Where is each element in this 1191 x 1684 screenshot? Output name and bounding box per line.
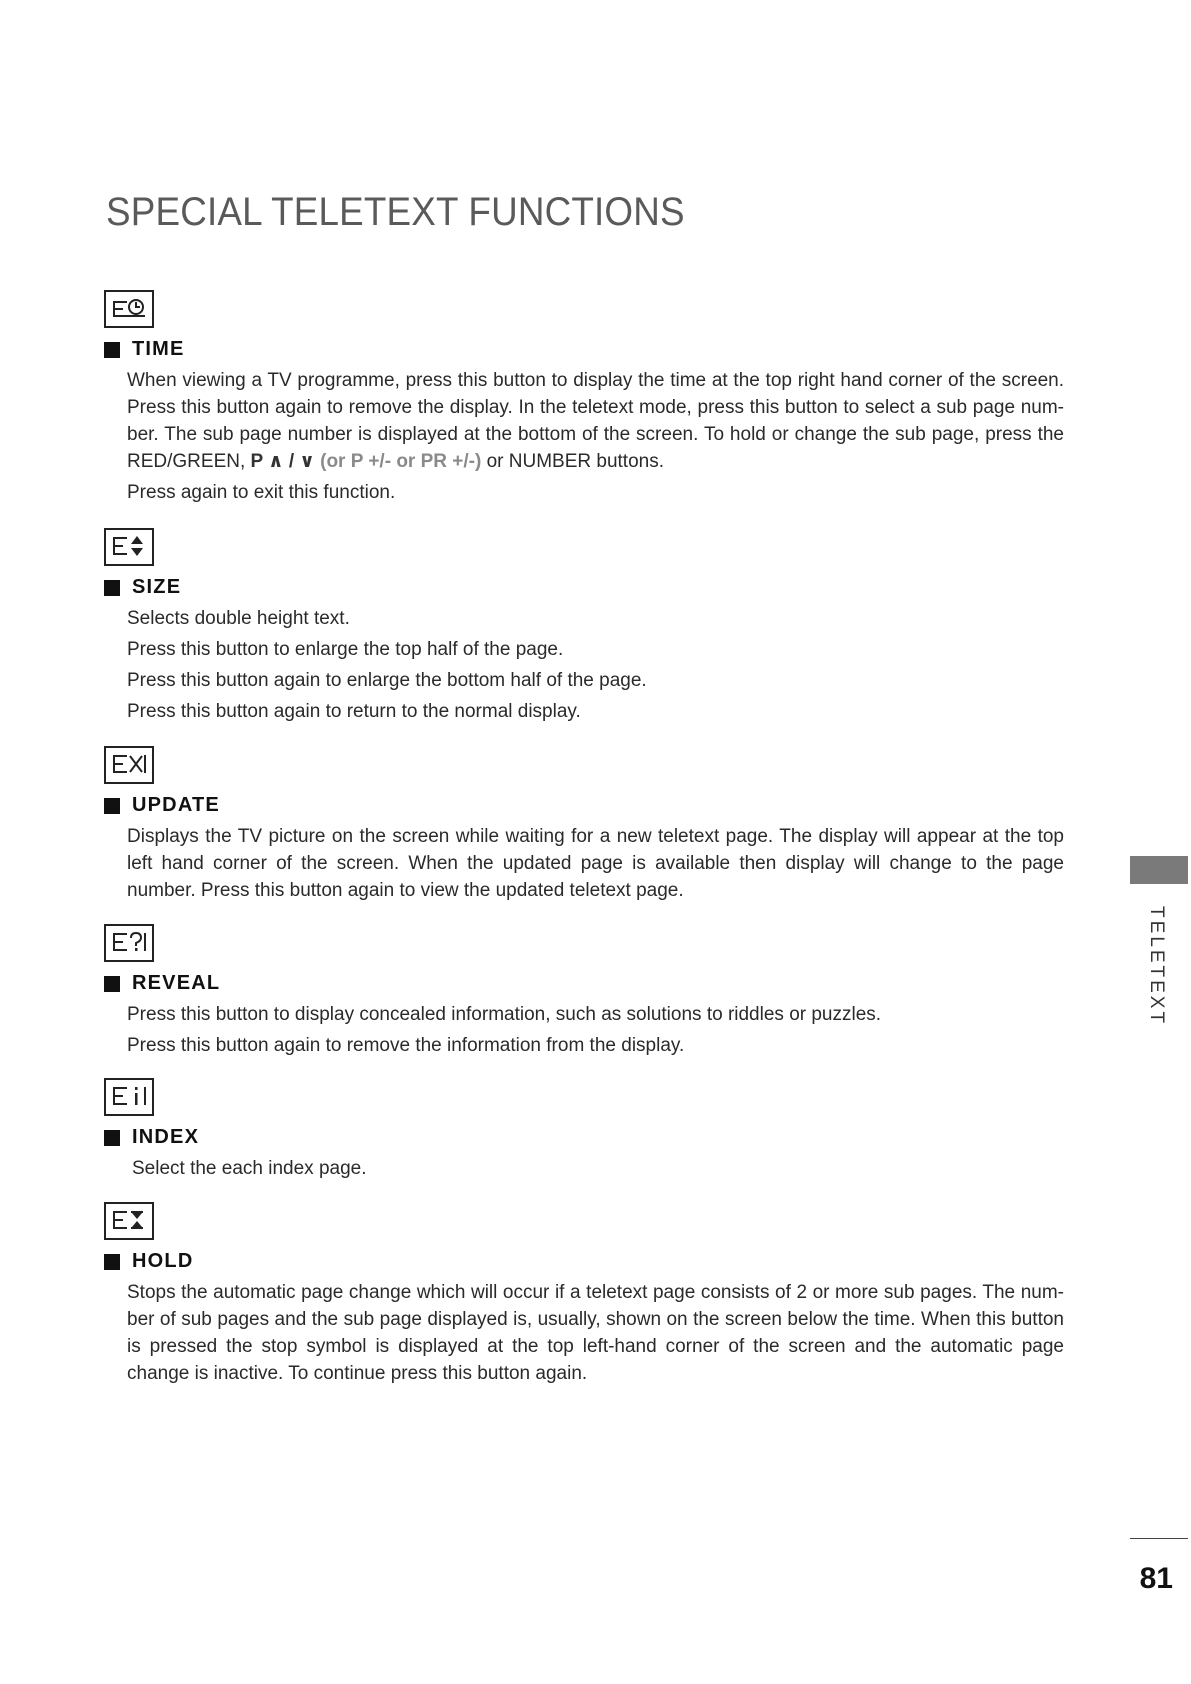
p-up-down-keys: P ∧ / ∨ — [250, 451, 315, 472]
bullet-icon — [104, 798, 120, 814]
reveal-heading: REVEAL — [104, 972, 1064, 995]
section-update — [104, 746, 1064, 904]
size-line-2: Press this button to enlarge the top half of the page. — [127, 639, 564, 660]
bullet-icon — [104, 976, 120, 992]
section-reveal — [104, 924, 1064, 1059]
bullet-icon — [104, 580, 120, 596]
bullet-icon — [104, 1130, 120, 1146]
size-line-1: Selects double height text. — [127, 608, 350, 629]
index-heading: INDEX — [104, 1126, 1064, 1149]
page-number: 81 — [1139, 1562, 1173, 1595]
page-number-rule — [1130, 1538, 1188, 1539]
time-heading: TIME — [104, 338, 1064, 361]
hold-button-icon — [104, 1202, 154, 1240]
chapter-tab-marker — [1130, 856, 1188, 884]
bullet-icon — [104, 1254, 120, 1270]
section-size — [104, 528, 1064, 725]
section-hold — [104, 1202, 1064, 1387]
chapter-label: TELETEXT — [1146, 906, 1167, 1027]
size-button-icon — [104, 528, 154, 566]
time-button-icon — [104, 290, 154, 328]
size-line-4: Press this button again to return to the normal display. — [127, 701, 581, 722]
time-description: When viewing a TV programme, press this button to display the time at the top right hand corner of the screen. Press this button again to remove the display. In the teletext mode, press this button to select a sub page num-ber. The sub page number is displayed at the bottom of the screen. To hold or change the sub page, press the RED/GREEN, P ∧ / ∨ (or P +/- or PR +/-) or NUMBER buttons. — [127, 370, 1064, 472]
reveal-button-icon — [104, 924, 154, 962]
page-title: SPECIAL TELETEXT FUNCTIONS — [106, 190, 685, 234]
update-description: Displays the TV picture on the screen while waiting for a new teletext page. The display will appear at the top left hand corner of the screen. When the updated page is available then display will change to the page number. Press this button again to view the updated teletext page. — [127, 826, 1064, 901]
reveal-line-2: Press this button again to remove the information from the display. — [127, 1035, 685, 1056]
update-button-icon — [104, 746, 154, 784]
pr-keys-note: (or P +/- or PR +/-) — [320, 451, 482, 472]
section-index — [104, 1078, 1064, 1182]
reveal-line-1: Press this button to display concealed information, such as solutions to riddles or puzzles. — [127, 1004, 882, 1025]
hold-heading: HOLD — [104, 1250, 1064, 1273]
size-heading: SIZE — [104, 576, 1064, 599]
index-button-icon — [104, 1078, 154, 1116]
time-exit-note: Press again to exit this function. — [127, 482, 396, 503]
update-heading: UPDATE — [104, 794, 1064, 817]
index-description: Select the each index page. — [132, 1158, 367, 1179]
hold-description: Stops the automatic page change which will occur if a teletext page consists of 2 or more sub pages. The num-ber of sub pages and the sub page displayed is, usually, shown on the screen below the time. When this button is pressed the stop symbol is displayed at the top left-hand corner of the screen and the automatic page change is inactive. To continue press this button again. — [127, 1282, 1064, 1384]
section-time — [104, 290, 1064, 506]
size-line-3: Press this button again to enlarge the bottom half of the page. — [127, 670, 647, 691]
bullet-icon — [104, 342, 120, 358]
